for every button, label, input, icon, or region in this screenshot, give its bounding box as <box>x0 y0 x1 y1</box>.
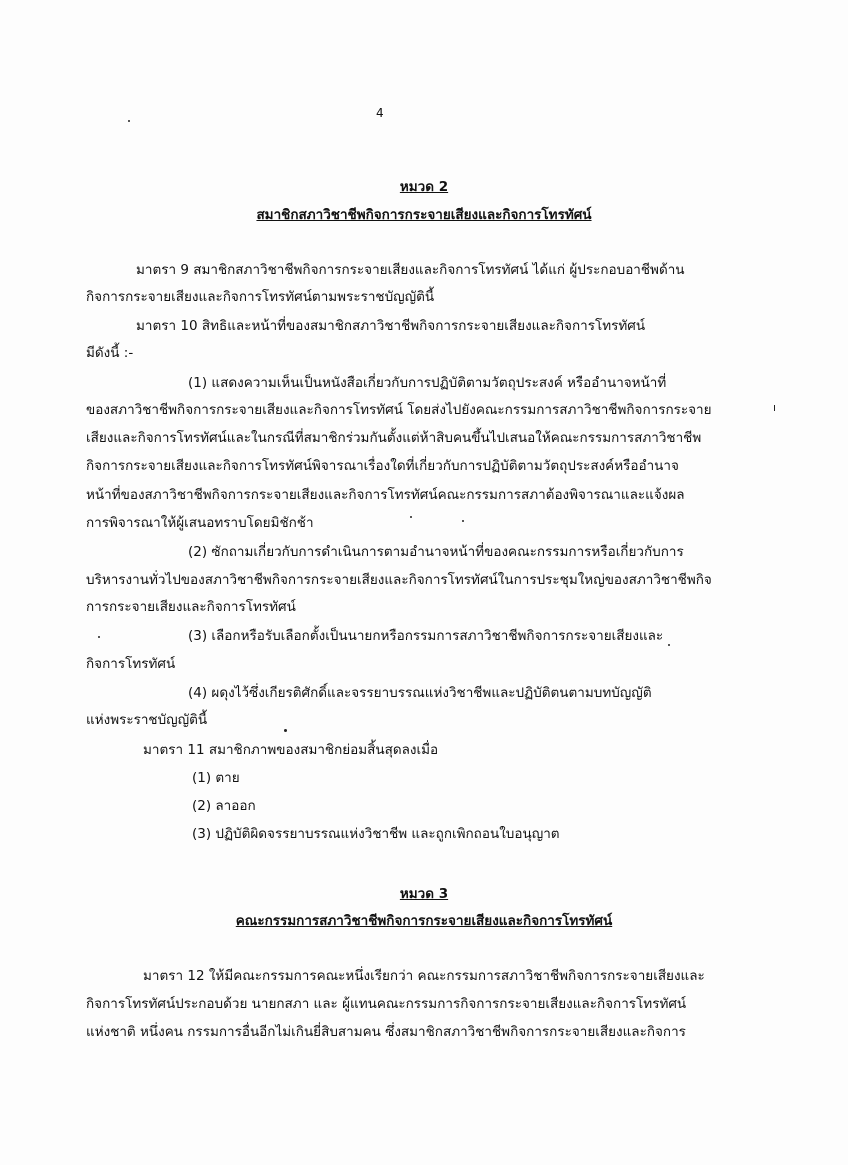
scan-speck <box>462 520 464 522</box>
section-11-item-3: (3) ปฏิบัติผิดจรรยาบรรณแห่งวิชาชีพ และถูกเพิกถอนใบอนุญาต <box>192 826 560 842</box>
scan-speck <box>410 516 412 518</box>
section-11-item-1: (1) ตาย <box>192 770 240 786</box>
chapter-2-heading: หมวด 2 <box>399 179 449 195</box>
scan-speck <box>98 636 100 638</box>
chapter-3-title: คณะกรรมการสภาวิชาชีพกิจการกระจายเสียงและกิจการโทรทัศน์ <box>235 913 613 929</box>
scan-speck <box>284 729 287 732</box>
section-12-line-3: แห่งชาติ หนึ่งคน กรรมการอื่นอีกไม่เกินยี่สิบสามคน ซึ่งสมาชิกสภาวิชาชีพกิจการกระจายเสียงและกิจการ <box>86 1024 686 1040</box>
section-11-line-1: มาตรา 11 สมาชิกภาพของสมาชิกย่อมสิ้นสุดลงเมื่อ <box>143 742 439 758</box>
scan-speck <box>668 644 670 646</box>
section-10-item-3-line-1: (3) เลือกหรือรับเลือกตั้งเป็นนายกหรือกรรมการสภาวิชาชีพกิจการกระจายเสียงและ <box>188 628 664 644</box>
section-10-item-2-line-3: การกระจายเสียงและกิจการโทรทัศน์ <box>86 599 296 615</box>
section-10-item-1-line-2: ของสภาวิชาชีพกิจการกระจายเสียงและกิจการโทรทัศน์ โดยส่งไปยังคณะกรรมการสภาวิชาชีพกิจการกระจาย <box>86 402 712 418</box>
section-10-item-2-line-1: (2) ซักถามเกี่ยวกับการดำเนินการตามอำนาจหน้าที่ของคณะกรรมการหรือเกี่ยวกับการ <box>188 544 684 560</box>
section-10-item-1-line-1: (1) แสดงความเห็นเป็นหนังสือเกี่ยวกับการปฏิบัติตามวัตถุประสงค์ หรืออำนาจหน้าที่ <box>188 375 667 391</box>
chapter-3-heading: หมวด 3 <box>399 886 449 902</box>
section-10-item-1-line-6: การพิจารณาให้ผู้เสนอทราบโดยมิชักช้า <box>86 515 314 531</box>
section-11-item-2: (2) ลาออก <box>192 798 256 814</box>
section-9-line-2: กิจการกระจายเสียงและกิจการโทรทัศน์ตามพระราชบัญญัตินี้ <box>86 289 435 305</box>
section-10-line-2: มีดังนี้ :- <box>86 345 134 361</box>
section-10-item-2-line-2: บริหารงานทั่วไปของสภาวิชาชีพกิจการกระจายเสียงและกิจการโทรทัศน์ในการประชุมใหญ่ของสภาวิชาชีพกิจ <box>86 572 712 588</box>
section-10-item-4-line-2: แห่งพระราชบัญญัตินี้ <box>86 712 208 728</box>
section-10-line-1: มาตรา 10 สิทธิและหน้าที่ของสมาชิกสภาวิชาชีพกิจการกระจายเสียงและกิจการโทรทัศน์ <box>136 318 646 334</box>
section-10-item-1-line-5: หน้าที่ของสภาวิชาชีพกิจการกระจายเสียงและกิจการโทรทัศน์คณะกรรมการสภาต้องพิจารณาและแจ้งผล <box>86 487 685 503</box>
page-number: 4 <box>376 106 384 120</box>
section-12-line-1: มาตรา 12 ให้มีคณะกรรมการคณะหนึ่งเรียกว่า คณะกรรมการสภาวิชาชีพกิจการกระจายเสียงและ <box>143 968 705 984</box>
chapter-2-title: สมาชิกสภาวิชาชีพกิจการกระจายเสียงและกิจการโทรทัศน์ <box>256 207 592 223</box>
scan-speck <box>128 120 130 122</box>
section-10-item-1-line-4: กิจการกระจายเสียงและกิจการโทรทัศน์พิจารณาเรื่องใดที่เกี่ยวกับการปฏิบัติตามวัตถุประสงค์หรืออำนาจ <box>86 458 679 474</box>
section-10-item-4-line-1: (4) ผดุงไว้ซึ่งเกียรติศักดิ์และจรรยาบรรณแห่งวิชาชีพและปฏิบัติตนตามบทบัญญัติ <box>188 685 652 701</box>
scan-speck <box>774 405 775 411</box>
section-10-item-3-line-2: กิจการโทรทัศน์ <box>86 656 176 672</box>
section-10-item-1-line-3: เสียงและกิจการโทรทัศน์และในกรณีที่สมาชิกร่วมกันตั้งแต่ห้าสิบคนขึ้นไปเสนอให้คณะกรรมการสภาวิชาชีพ <box>86 430 702 446</box>
section-12-line-2: กิจการโทรทัศน์ประกอบด้วย นายกสภา และ ผู้แทนคณะกรรมการกิจการกระจายเสียงและกิจการโทรทัศน์ <box>86 996 687 1012</box>
section-9-line-1: มาตรา 9 สมาชิกสภาวิชาชีพกิจการกระจายเสียงและกิจการโทรทัศน์ ได้แก่ ผู้ประกอบอาชีพด้าน <box>136 262 685 278</box>
